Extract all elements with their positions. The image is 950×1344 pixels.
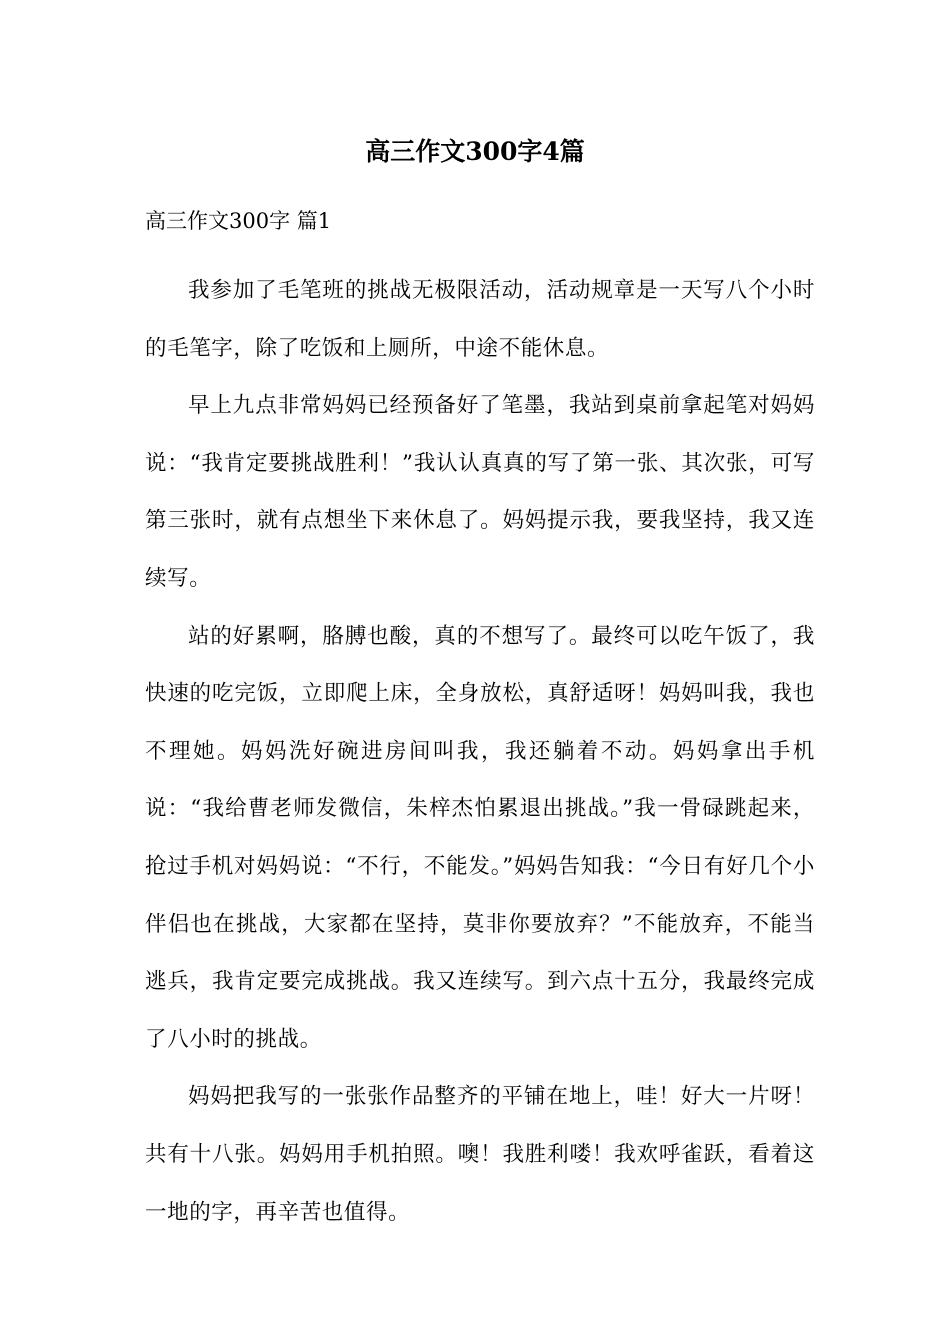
paragraph-1: 我参加了毛笔班的挑战无极限活动，活动规章是一天写八个小时的毛笔字，除了吃饭和上厕所，中途不能休息。 <box>145 278 815 361</box>
paragraph-2: 早上九点非常妈妈已经预备好了笔墨，我站到桌前拿起笔对妈妈说：“我肯定要挑战胜利！”我认认真真的写了第一张、其次张，可写第三张时，就有点想坐下来休息了。妈妈提示我，要我坚持，我又连续写。 <box>145 393 815 591</box>
paragraph-4: 妈妈把我写的一张张作品整齐的平铺在地上，哇！好大一片呀！共有十八张。妈妈用手机拍照。噢！我胜利喽！我欢呼雀跃，看着这一地的字，再辛苦也值得。 <box>145 1084 815 1225</box>
paragraph-3: 站的好累啊，胳膊也酸，真的不想写了。最终可以吃午饭了，我快速的吃完饭，立即爬上床，全身放松，真舒适呀！妈妈叫我，我也不理她。妈妈洗好碗进房间叫我，我还躺着不动。妈妈拿出手机说：“我给曹老师发微信，朱梓杰怕累退出挑战。”我一骨碌跳起来，抢过手机对妈妈说：“不行，不能发。”妈妈告知我：“今日有好几个小伴侣也在挑战，大家都在坚持，莫非你要放弃？”不能放弃，不能当逃兵，我肯定要完成挑战。我又连续写。到六点十五分，我最终完成了八小时的挑战。 <box>145 623 815 1052</box>
section-heading: 高三作文300字 篇1 <box>145 209 332 233</box>
document-title: 高三作文300字4篇 <box>365 137 585 166</box>
essay-body <box>145 262 815 1241</box>
